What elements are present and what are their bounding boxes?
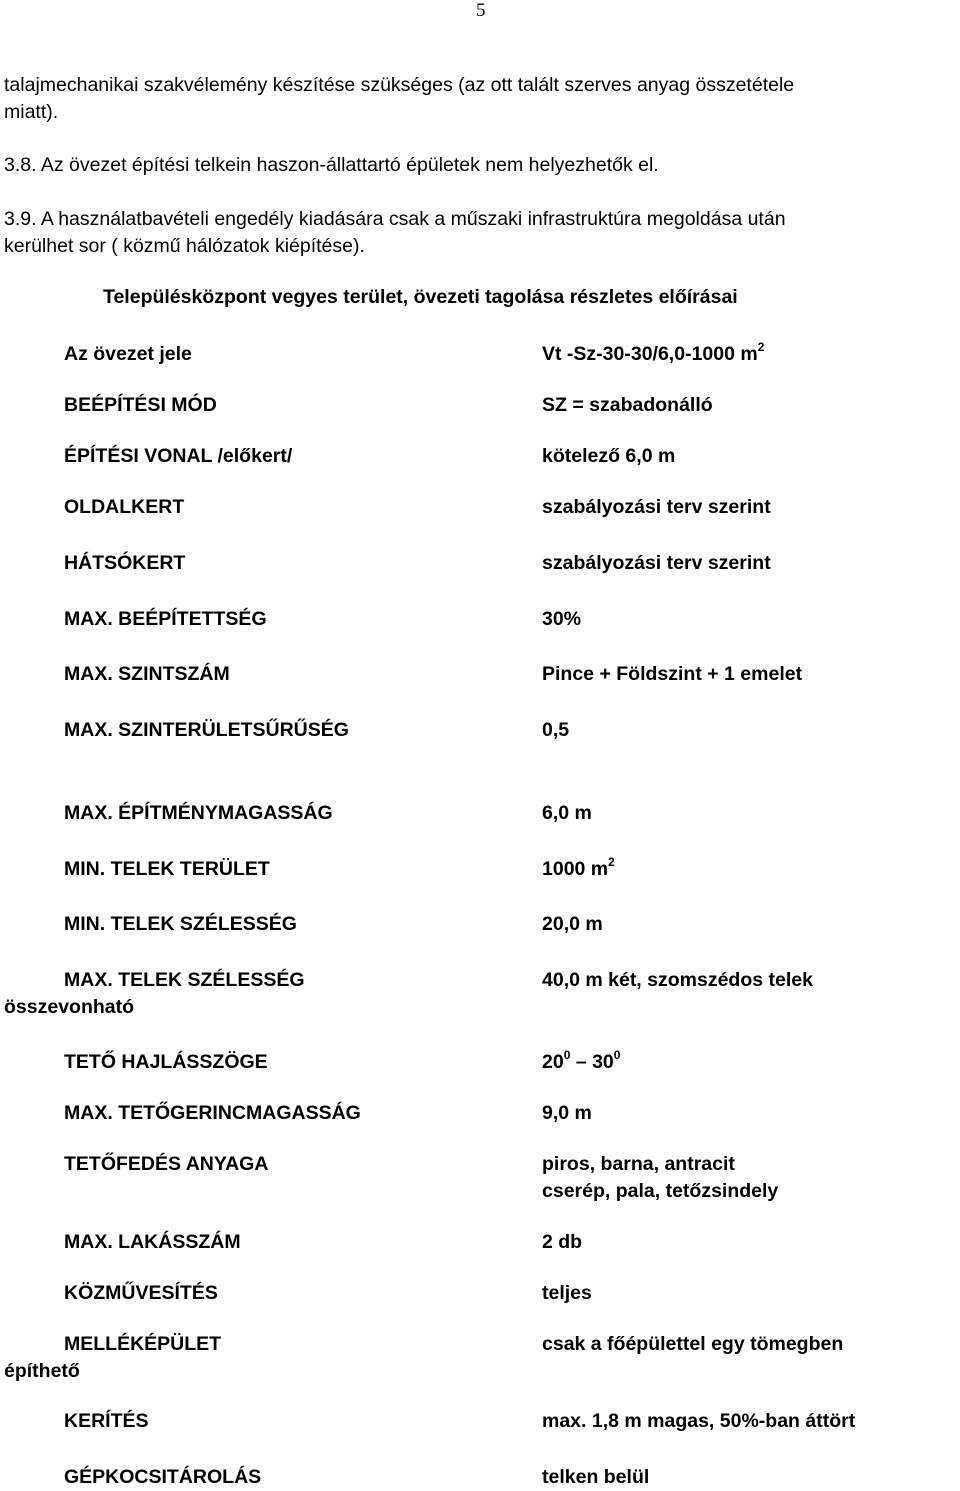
value-kerites: max. 1,8 m magas, 50%-ban áttört	[542, 1410, 856, 1432]
label-max-telek-szelesseg: MAX. TELEK SZÉLESSÉG	[64, 969, 305, 991]
page-number: 5	[476, 0, 486, 21]
value-max-beepitettseg: 30%	[542, 608, 582, 630]
value-beepitesi-mod: SZ = szabadonálló	[542, 394, 713, 416]
value-hatsokert: szabályozási terv szerint	[542, 552, 771, 574]
label-mellekepulet-cont: építhető	[4, 1360, 80, 1382]
label-oldalkert: OLDALKERT	[64, 496, 185, 518]
label-gepkocsitarolas: GÉPKOCSITÁROLÁS	[64, 1466, 262, 1488]
value-epitesi-vonal: kötelező 6,0 m	[542, 445, 676, 467]
label-min-telek-szelesseg: MIN. TELEK SZÉLESSÉG	[64, 913, 297, 935]
value-max-telek-szelesseg: 40,0 m két, szomszédos telek	[542, 969, 813, 991]
value-tetofedes-anyaga-line-1: piros, barna, antracit	[542, 1153, 735, 1175]
label-kozmuvesites: KÖZMŰVESÍTÉS	[64, 1282, 218, 1304]
value-oldalkert: szabályozási terv szerint	[542, 496, 771, 518]
value-kozmuvesites: teljes	[542, 1282, 592, 1304]
value-ovezet-jele: Vt -Sz-30-30/6,0-1000 $m^2$	[542, 340, 765, 365]
label-beepitesi-mod: BEÉPÍTÉSI MÓD	[64, 394, 217, 416]
label-max-szintszam: MAX. SZINTSZÁM	[64, 663, 230, 685]
label-max-beepitettseg: MAX. BEÉPÍTETTSÉG	[64, 608, 267, 630]
label-hatsokert: HÁTSÓKERT	[64, 552, 186, 574]
section-heading: Településközpont vegyes terület, övezeti tagolása részletes előírásai	[103, 286, 738, 308]
intro-line-2: miatt).	[4, 101, 59, 123]
value-mellekepulet: csak a főépülettel egy tömegben	[542, 1333, 844, 1355]
label-max-telek-szelesseg-cont: összevonható	[4, 996, 135, 1018]
label-max-szinterulet-suruseg: MAX. SZINTERÜLETSŰRŰSÉG	[64, 719, 349, 741]
label-max-lakasszam: MAX. LAKÁSSZÁM	[64, 1231, 241, 1253]
value-max-szinterulet-suruseg: 0,5	[542, 719, 570, 741]
label-max-tetogerincmagassag: MAX. TETŐGERINCMAGASSÁG	[64, 1102, 361, 1124]
label-epitesi-vonal: ÉPÍTÉSI VONAL /előkert/	[64, 445, 293, 467]
label-min-telek-terulet: MIN. TELEK TERÜLET	[64, 858, 270, 880]
label-tetofedes-anyaga: TETŐFEDÉS ANYAGA	[64, 1153, 269, 1175]
intro-line-1: talajmechanikai szakvélemény készítése szükséges (az ott talált szerves anyag összetétele	[4, 74, 795, 96]
label-mellekepulet: MELLÉKÉPÜLET	[64, 1333, 222, 1355]
item-3-9-line-1: 3.9. A használatbavételi engedély kiadására csak a műszaki infrastruktúra megoldása után	[4, 208, 786, 230]
value-min-telek-terulet: 1000 $m^2$	[542, 855, 615, 880]
item-3-8: 3.8. Az övezet építési telkein haszon-állattartó épületek nem helyezhetők el.	[4, 154, 659, 176]
label-max-epitmenymagassag: MAX. ÉPÍTMÉNYMAGASSÁG	[64, 802, 333, 824]
label-kerites: KERÍTÉS	[64, 1410, 149, 1432]
value-teto-hajlasszoge: $20^0 - 30^0$	[542, 1048, 621, 1073]
label-ovezet-jele: Az övezet jele	[64, 343, 192, 365]
value-max-epitmenymagassag: 6,0 m	[542, 802, 592, 824]
item-3-9-line-2: kerülhet sor ( közmű hálózatok kiépítése).	[4, 235, 365, 257]
value-max-szintszam: Pince + Földszint + 1 emelet	[542, 663, 803, 685]
value-gepkocsitarolas: telken belül	[542, 1466, 650, 1488]
value-min-telek-szelesseg: 20,0 m	[542, 913, 603, 935]
value-tetofedes-anyaga-line-2: cserép, pala, tetőzsindely	[542, 1180, 779, 1202]
label-teto-hajlasszoge: TETŐ HAJLÁSSZÖGE	[64, 1051, 268, 1073]
value-max-tetogerincmagassag: 9,0 m	[542, 1102, 592, 1124]
value-max-lakasszam: 2 db	[542, 1231, 583, 1253]
